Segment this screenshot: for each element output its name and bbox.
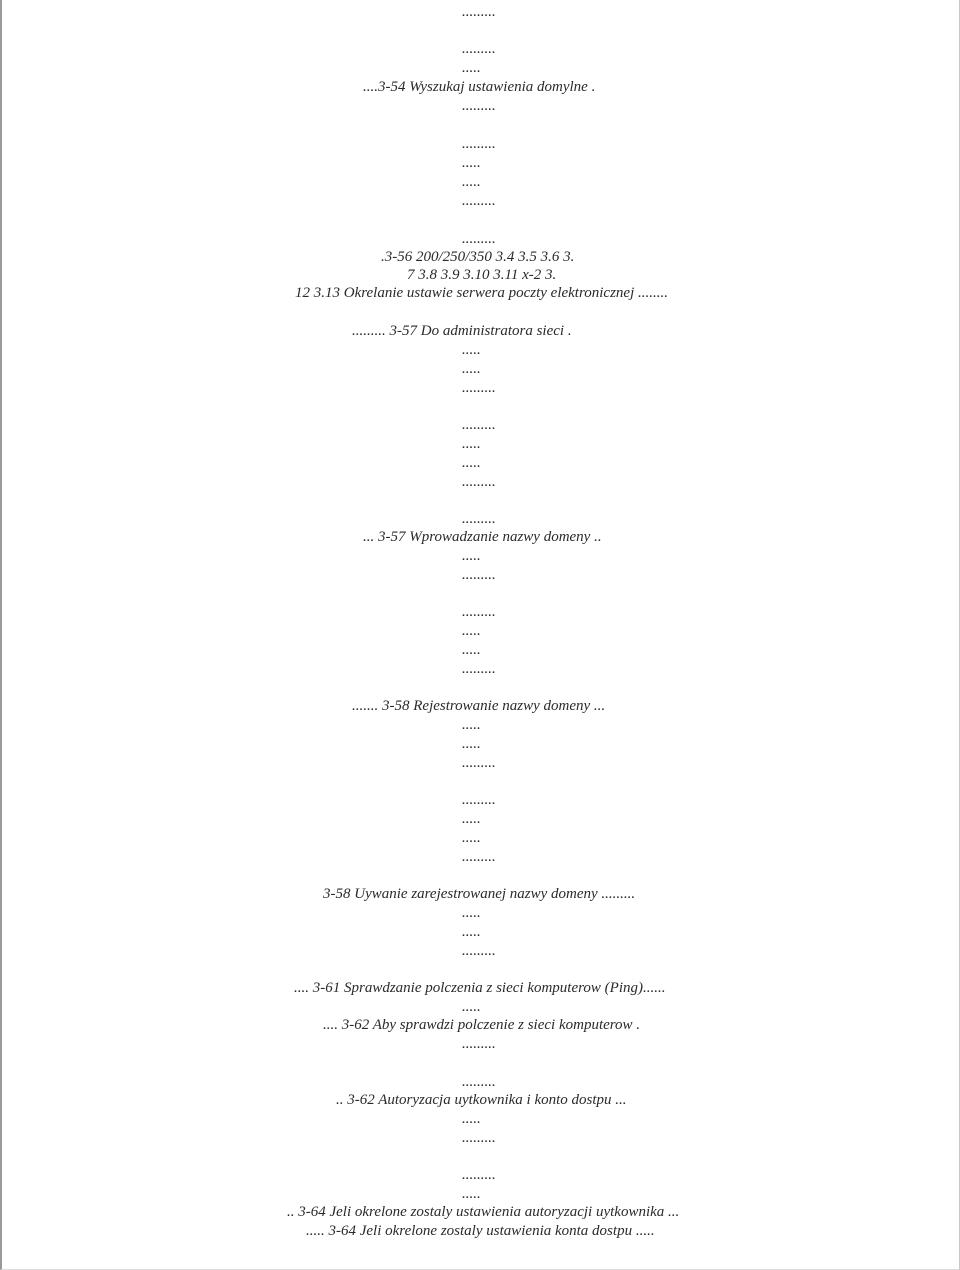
toc-dot-leader: ......... [462, 380, 496, 396]
toc-dot-leader: ......... [462, 943, 496, 959]
toc-dot-leader: ..... [462, 623, 481, 639]
toc-entry: .. 3-64 Jeli okrelone zostaly ustawienia autoryzacji uytkownika ... [287, 1204, 680, 1220]
toc-dot-leader: ..... [462, 717, 481, 733]
toc-dot-leader: ..... [462, 548, 481, 564]
toc-dot-leader: ..... [462, 1186, 481, 1202]
toc-dot-leader: ..... [462, 155, 481, 171]
toc-dot-leader: ......... [462, 792, 496, 808]
toc-dot-leader: ......... [462, 755, 496, 771]
toc-dot-leader: ..... [462, 455, 481, 471]
toc-dot-leader: ..... [462, 436, 481, 452]
toc-entry: ..... 3-64 Jeli okrelone zostaly ustawienia konta dostpu ..... [306, 1223, 655, 1239]
toc-dot-leader: ..... [462, 924, 481, 940]
toc-dot-leader: ..... [462, 342, 481, 358]
toc-dot-leader: ......... [462, 1074, 496, 1090]
toc-dot-leader: ......... [462, 849, 496, 865]
toc-entry: ....... 3-58 Rejestrowanie nazwy domeny ... [352, 698, 606, 714]
toc-dot-leader: ......... [462, 567, 496, 583]
toc-dot-leader: ..... [462, 999, 481, 1015]
toc-entry: ....3-54 Wyszukaj ustawienia domylne . [363, 79, 596, 95]
toc-dot-leader: ......... [462, 661, 496, 677]
toc-dot-leader: ......... [462, 604, 496, 620]
toc-entry: .... 3-61 Sprawdzanie polczenia z sieci komputerow (Ping)...... [294, 980, 666, 996]
toc-dot-leader: ..... [462, 811, 481, 827]
toc-entry: 3-58 Uywanie zarejestrowanej nazwy domeny ......... [323, 886, 636, 902]
toc-dot-leader: ......... [462, 4, 496, 20]
toc-dot-leader: ..... [462, 642, 481, 658]
toc-entry: .. 3-62 Autoryzacja uytkownika i konto dostpu ... [336, 1092, 627, 1108]
toc-dot-leader: ......... [462, 41, 496, 57]
toc-entry: .3-56 200/250/350 3.4 3.5 3.6 3. [381, 249, 575, 265]
toc-dot-leader: ......... [462, 1167, 496, 1183]
toc-dot-leader: ......... [462, 231, 496, 247]
toc-dot-leader: ......... [462, 98, 496, 114]
toc-entry: .... 3-62 Aby sprawdzi polczenie z sieci komputerow . [323, 1017, 641, 1033]
toc-dot-leader: ..... [462, 736, 481, 752]
toc-dot-leader: ......... [462, 417, 496, 433]
toc-entry: 7 3.8 3.9 3.10 3.11 x-2 3. [407, 267, 557, 283]
toc-lines [2, 0, 960, 1270]
toc-dot-leader: ......... [462, 1036, 496, 1052]
toc-dot-leader: ..... [462, 830, 481, 846]
toc-dot-leader: ..... [462, 60, 481, 76]
toc-entry: 12 3.13 Okrelanie ustawie serwera poczty elektronicznej ........ [295, 285, 668, 301]
toc-dot-leader: ..... [462, 361, 481, 377]
toc-dot-leader: ..... [462, 905, 481, 921]
toc-dot-leader: ......... [462, 136, 496, 152]
toc-entry: ... 3-57 Wprowadzanie nazwy domeny .. [363, 529, 602, 545]
toc-dot-leader: ..... [462, 174, 481, 190]
toc-entry: ......... 3-57 Do administratora sieci . [352, 323, 572, 339]
toc-dot-leader: ......... [462, 193, 496, 209]
toc-dot-leader: ......... [462, 511, 496, 527]
toc-dot-leader: ......... [462, 474, 496, 490]
toc-dot-leader: ......... [462, 1130, 496, 1146]
toc-dot-leader: ..... [462, 1111, 481, 1127]
